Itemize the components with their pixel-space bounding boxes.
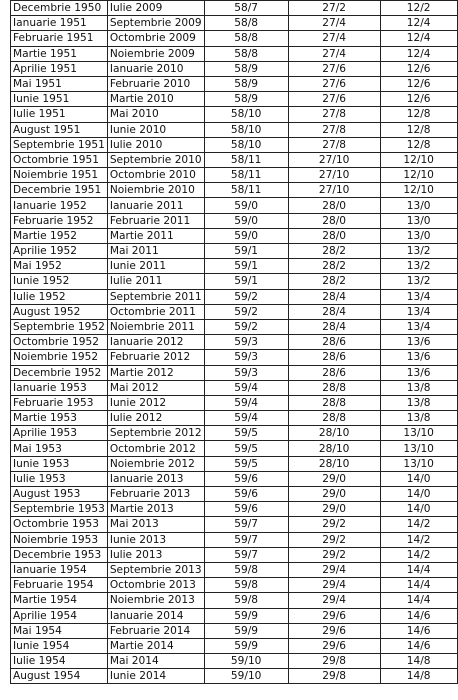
min-contribution-cell: 27/10 — [288, 183, 380, 198]
table-row — [11, 350, 458, 365]
birth-month-cell: Ianuarie 1953 — [11, 380, 108, 395]
retirement-month-cell: Septembrie 2011 — [107, 289, 204, 304]
standard-age-cell: 59/0 — [204, 228, 288, 243]
table-row — [11, 654, 458, 669]
birth-month-cell: Februarie 1954 — [11, 578, 108, 593]
table-body — [11, 1, 458, 684]
table-row — [11, 411, 458, 426]
birth-month-cell: Septembrie 1951 — [11, 137, 108, 152]
full-contribution-cell: 12/10 — [380, 152, 457, 167]
full-contribution-cell: 12/2 — [380, 1, 457, 16]
retirement-month-cell: Mai 2011 — [107, 244, 204, 259]
standard-age-cell: 58/10 — [204, 137, 288, 152]
min-contribution-cell: 29/6 — [288, 638, 380, 653]
table-row — [11, 274, 458, 289]
min-contribution-cell: 27/2 — [288, 1, 380, 16]
birth-month-cell: Iulie 1952 — [11, 289, 108, 304]
min-contribution-cell: 27/8 — [288, 122, 380, 137]
full-contribution-cell: 13/8 — [380, 411, 457, 426]
full-contribution-cell: 14/6 — [380, 608, 457, 623]
min-contribution-cell: 27/4 — [288, 46, 380, 61]
full-contribution-cell: 12/10 — [380, 183, 457, 198]
min-contribution-cell: 28/10 — [288, 426, 380, 441]
full-contribution-cell: 12/4 — [380, 46, 457, 61]
birth-month-cell: Iunie 1953 — [11, 456, 108, 471]
full-contribution-cell: 12/4 — [380, 31, 457, 46]
standard-age-cell: 59/8 — [204, 578, 288, 593]
retirement-month-cell: Iulie 2011 — [107, 274, 204, 289]
retirement-month-cell: Noiembrie 2012 — [107, 456, 204, 471]
standard-age-cell: 58/11 — [204, 168, 288, 183]
birth-month-cell: Iunie 1954 — [11, 638, 108, 653]
min-contribution-cell: 28/8 — [288, 380, 380, 395]
full-contribution-cell: 14/4 — [380, 562, 457, 577]
min-contribution-cell: 29/8 — [288, 669, 380, 684]
min-contribution-cell: 28/2 — [288, 259, 380, 274]
standard-age-cell: 58/8 — [204, 16, 288, 31]
full-contribution-cell: 12/4 — [380, 16, 457, 31]
retirement-month-cell: Ianuarie 2013 — [107, 471, 204, 486]
table-row — [11, 532, 458, 547]
birth-month-cell: Mai 1952 — [11, 259, 108, 274]
birth-month-cell: Iulie 1951 — [11, 107, 108, 122]
standard-age-cell: 59/2 — [204, 304, 288, 319]
birth-month-cell: Decembrie 1950 — [11, 1, 108, 16]
retirement-month-cell: Februarie 2013 — [107, 487, 204, 502]
retirement-month-cell: Mai 2013 — [107, 517, 204, 532]
table-row — [11, 213, 458, 228]
retirement-month-cell: Mai 2010 — [107, 107, 204, 122]
birth-month-cell: Mai 1953 — [11, 441, 108, 456]
birth-month-cell: Martie 1954 — [11, 593, 108, 608]
table-row — [11, 517, 458, 532]
birth-month-cell: Iulie 1954 — [11, 654, 108, 669]
table-row — [11, 198, 458, 213]
table-row — [11, 137, 458, 152]
table-row — [11, 107, 458, 122]
min-contribution-cell: 28/0 — [288, 213, 380, 228]
full-contribution-cell: 13/0 — [380, 228, 457, 243]
retirement-month-cell: Martie 2014 — [107, 638, 204, 653]
min-contribution-cell: 28/8 — [288, 411, 380, 426]
min-contribution-cell: 28/2 — [288, 244, 380, 259]
birth-month-cell: Iunie 1951 — [11, 92, 108, 107]
standard-age-cell: 59/6 — [204, 471, 288, 486]
birth-month-cell: August 1952 — [11, 304, 108, 319]
birth-month-cell: August 1953 — [11, 487, 108, 502]
table-row — [11, 289, 458, 304]
standard-age-cell: 59/10 — [204, 669, 288, 684]
table-row — [11, 471, 458, 486]
birth-month-cell: Aprilie 1951 — [11, 61, 108, 76]
min-contribution-cell: 27/8 — [288, 137, 380, 152]
table-row — [11, 76, 458, 91]
birth-month-cell: Aprilie 1953 — [11, 426, 108, 441]
table-row — [11, 61, 458, 76]
table-row — [11, 426, 458, 441]
standard-age-cell: 59/2 — [204, 289, 288, 304]
standard-age-cell: 59/1 — [204, 244, 288, 259]
min-contribution-cell: 29/2 — [288, 532, 380, 547]
birth-month-cell: Decembrie 1953 — [11, 547, 108, 562]
full-contribution-cell: 12/6 — [380, 76, 457, 91]
table-row — [11, 46, 458, 61]
birth-month-cell: Aprilie 1952 — [11, 244, 108, 259]
full-contribution-cell: 14/0 — [380, 487, 457, 502]
standard-age-cell: 59/0 — [204, 198, 288, 213]
standard-age-cell: 59/9 — [204, 623, 288, 638]
table-row — [11, 547, 458, 562]
birth-month-cell: Decembrie 1951 — [11, 183, 108, 198]
standard-age-cell: 58/7 — [204, 1, 288, 16]
standard-age-cell: 59/9 — [204, 608, 288, 623]
full-contribution-cell: 13/0 — [380, 198, 457, 213]
birth-month-cell: Ianuarie 1951 — [11, 16, 108, 31]
retirement-month-cell: Iulie 2009 — [107, 1, 204, 16]
min-contribution-cell: 27/6 — [288, 61, 380, 76]
retirement-month-cell: Ianuarie 2014 — [107, 608, 204, 623]
table-row — [11, 335, 458, 350]
birth-month-cell: Martie 1952 — [11, 228, 108, 243]
min-contribution-cell: 27/10 — [288, 152, 380, 167]
standard-age-cell: 59/4 — [204, 380, 288, 395]
retirement-month-cell: Martie 2010 — [107, 92, 204, 107]
standard-age-cell: 59/9 — [204, 638, 288, 653]
retirement-month-cell: Martie 2013 — [107, 502, 204, 517]
standard-age-cell: 59/5 — [204, 441, 288, 456]
min-contribution-cell: 28/6 — [288, 365, 380, 380]
retirement-month-cell: Februarie 2014 — [107, 623, 204, 638]
min-contribution-cell: 29/2 — [288, 517, 380, 532]
full-contribution-cell: 14/2 — [380, 517, 457, 532]
birth-month-cell: Februarie 1953 — [11, 395, 108, 410]
birth-month-cell: Mai 1954 — [11, 623, 108, 638]
standard-age-cell: 58/8 — [204, 46, 288, 61]
full-contribution-cell: 14/2 — [380, 547, 457, 562]
retirement-month-cell: Octombrie 2012 — [107, 441, 204, 456]
table-row — [11, 593, 458, 608]
full-contribution-cell: 12/10 — [380, 168, 457, 183]
birth-month-cell: Februarie 1951 — [11, 31, 108, 46]
full-contribution-cell: 13/10 — [380, 426, 457, 441]
full-contribution-cell: 14/4 — [380, 593, 457, 608]
standard-age-cell: 59/1 — [204, 274, 288, 289]
full-contribution-cell: 13/2 — [380, 259, 457, 274]
table-row — [11, 623, 458, 638]
min-contribution-cell: 27/6 — [288, 76, 380, 91]
full-contribution-cell: 13/2 — [380, 274, 457, 289]
table-row — [11, 168, 458, 183]
full-contribution-cell: 13/6 — [380, 335, 457, 350]
standard-age-cell: 59/5 — [204, 426, 288, 441]
min-contribution-cell: 29/6 — [288, 608, 380, 623]
standard-age-cell: 59/10 — [204, 654, 288, 669]
standard-age-cell: 59/2 — [204, 319, 288, 334]
table-row — [11, 395, 458, 410]
birth-month-cell: Octombrie 1953 — [11, 517, 108, 532]
retirement-month-cell: Septembrie 2010 — [107, 152, 204, 167]
table-row — [11, 502, 458, 517]
retirement-month-cell: Ianuarie 2011 — [107, 198, 204, 213]
birth-month-cell: Ianuarie 1952 — [11, 198, 108, 213]
retirement-month-cell: Martie 2011 — [107, 228, 204, 243]
standard-age-cell: 58/9 — [204, 61, 288, 76]
full-contribution-cell: 12/8 — [380, 137, 457, 152]
min-contribution-cell: 28/8 — [288, 395, 380, 410]
table-row — [11, 31, 458, 46]
full-contribution-cell: 14/8 — [380, 669, 457, 684]
standard-age-cell: 59/3 — [204, 365, 288, 380]
standard-age-cell: 58/9 — [204, 76, 288, 91]
table-row — [11, 92, 458, 107]
min-contribution-cell: 27/4 — [288, 31, 380, 46]
min-contribution-cell: 29/0 — [288, 471, 380, 486]
min-contribution-cell: 28/4 — [288, 319, 380, 334]
standard-age-cell: 58/8 — [204, 31, 288, 46]
standard-age-cell: 59/7 — [204, 532, 288, 547]
birth-month-cell: Aprilie 1954 — [11, 608, 108, 623]
min-contribution-cell: 29/2 — [288, 547, 380, 562]
table-row — [11, 304, 458, 319]
full-contribution-cell: 14/6 — [380, 638, 457, 653]
full-contribution-cell: 14/6 — [380, 623, 457, 638]
birth-month-cell: Iulie 1953 — [11, 471, 108, 486]
standard-age-cell: 59/6 — [204, 502, 288, 517]
retirement-month-cell: Ianuarie 2010 — [107, 61, 204, 76]
retirement-table — [10, 0, 458, 684]
birth-month-cell: Septembrie 1952 — [11, 319, 108, 334]
min-contribution-cell: 29/4 — [288, 578, 380, 593]
table-row — [11, 244, 458, 259]
full-contribution-cell: 14/4 — [380, 578, 457, 593]
standard-age-cell: 59/8 — [204, 562, 288, 577]
retirement-month-cell: Septembrie 2012 — [107, 426, 204, 441]
full-contribution-cell: 12/6 — [380, 61, 457, 76]
table-row — [11, 669, 458, 684]
retirement-month-cell: Octombrie 2013 — [107, 578, 204, 593]
min-contribution-cell: 29/0 — [288, 487, 380, 502]
birth-month-cell: Februarie 1952 — [11, 213, 108, 228]
full-contribution-cell: 13/0 — [380, 213, 457, 228]
retirement-month-cell: Octombrie 2011 — [107, 304, 204, 319]
table-row — [11, 319, 458, 334]
standard-age-cell: 59/4 — [204, 411, 288, 426]
retirement-month-cell: Martie 2012 — [107, 365, 204, 380]
table-row — [11, 487, 458, 502]
retirement-month-cell: Septembrie 2009 — [107, 16, 204, 31]
full-contribution-cell: 13/6 — [380, 365, 457, 380]
full-contribution-cell: 13/10 — [380, 441, 457, 456]
standard-age-cell: 58/11 — [204, 183, 288, 198]
min-contribution-cell: 28/4 — [288, 289, 380, 304]
birth-month-cell: Martie 1951 — [11, 46, 108, 61]
retirement-month-cell: Februarie 2012 — [107, 350, 204, 365]
retirement-month-cell: Februarie 2010 — [107, 76, 204, 91]
birth-month-cell: Mai 1951 — [11, 76, 108, 91]
min-contribution-cell: 27/4 — [288, 16, 380, 31]
birth-month-cell: Septembrie 1953 — [11, 502, 108, 517]
standard-age-cell: 58/11 — [204, 152, 288, 167]
retirement-month-cell: Iunie 2013 — [107, 532, 204, 547]
standard-age-cell: 59/3 — [204, 350, 288, 365]
birth-month-cell: Noiembrie 1951 — [11, 168, 108, 183]
birth-month-cell: Iunie 1952 — [11, 274, 108, 289]
table-row — [11, 259, 458, 274]
birth-month-cell: August 1951 — [11, 122, 108, 137]
min-contribution-cell: 29/8 — [288, 654, 380, 669]
table-row — [11, 16, 458, 31]
retirement-month-cell: Noiembrie 2011 — [107, 319, 204, 334]
min-contribution-cell: 29/6 — [288, 623, 380, 638]
standard-age-cell: 59/5 — [204, 456, 288, 471]
standard-age-cell: 58/10 — [204, 122, 288, 137]
full-contribution-cell: 13/4 — [380, 304, 457, 319]
table-row — [11, 183, 458, 198]
table-row — [11, 365, 458, 380]
full-contribution-cell: 13/8 — [380, 380, 457, 395]
full-contribution-cell: 13/10 — [380, 456, 457, 471]
retirement-month-cell: Iulie 2010 — [107, 137, 204, 152]
min-contribution-cell: 28/6 — [288, 335, 380, 350]
retirement-month-cell: Februarie 2011 — [107, 213, 204, 228]
retirement-month-cell: Noiembrie 2009 — [107, 46, 204, 61]
retirement-month-cell: Iunie 2010 — [107, 122, 204, 137]
table-row — [11, 122, 458, 137]
min-contribution-cell: 28/4 — [288, 304, 380, 319]
full-contribution-cell: 13/4 — [380, 289, 457, 304]
table-row — [11, 1, 458, 16]
retirement-month-cell: Octombrie 2009 — [107, 31, 204, 46]
standard-age-cell: 59/3 — [204, 335, 288, 350]
standard-age-cell: 59/7 — [204, 547, 288, 562]
birth-month-cell: Octombrie 1952 — [11, 335, 108, 350]
standard-age-cell: 59/7 — [204, 517, 288, 532]
retirement-month-cell: Octombrie 2010 — [107, 168, 204, 183]
full-contribution-cell: 13/2 — [380, 244, 457, 259]
full-contribution-cell: 13/4 — [380, 319, 457, 334]
birth-month-cell: Octombrie 1951 — [11, 152, 108, 167]
table-row — [11, 380, 458, 395]
standard-age-cell: 59/0 — [204, 213, 288, 228]
full-contribution-cell: 12/6 — [380, 92, 457, 107]
standard-age-cell: 59/8 — [204, 593, 288, 608]
table-row — [11, 608, 458, 623]
min-contribution-cell: 28/10 — [288, 456, 380, 471]
retirement-month-cell: Iunie 2012 — [107, 395, 204, 410]
full-contribution-cell: 14/8 — [380, 654, 457, 669]
retirement-month-cell: Mai 2014 — [107, 654, 204, 669]
retirement-month-cell: Iulie 2013 — [107, 547, 204, 562]
full-contribution-cell: 14/0 — [380, 502, 457, 517]
table-row — [11, 562, 458, 577]
full-contribution-cell: 14/0 — [380, 471, 457, 486]
table-row — [11, 441, 458, 456]
min-contribution-cell: 29/4 — [288, 593, 380, 608]
standard-age-cell: 59/4 — [204, 395, 288, 410]
retirement-month-cell: Noiembrie 2013 — [107, 593, 204, 608]
min-contribution-cell: 28/6 — [288, 350, 380, 365]
table-row — [11, 152, 458, 167]
table-row — [11, 638, 458, 653]
birth-month-cell: Noiembrie 1953 — [11, 532, 108, 547]
birth-month-cell: Noiembrie 1952 — [11, 350, 108, 365]
min-contribution-cell: 28/0 — [288, 198, 380, 213]
standard-age-cell: 59/6 — [204, 487, 288, 502]
full-contribution-cell: 12/8 — [380, 122, 457, 137]
min-contribution-cell: 29/4 — [288, 562, 380, 577]
retirement-month-cell: Iunie 2014 — [107, 669, 204, 684]
retirement-month-cell: Mai 2012 — [107, 380, 204, 395]
retirement-month-cell: Iulie 2012 — [107, 411, 204, 426]
min-contribution-cell: 28/10 — [288, 441, 380, 456]
full-contribution-cell: 14/2 — [380, 532, 457, 547]
table-row — [11, 578, 458, 593]
retirement-month-cell: Septembrie 2013 — [107, 562, 204, 577]
min-contribution-cell: 27/6 — [288, 92, 380, 107]
full-contribution-cell: 13/6 — [380, 350, 457, 365]
retirement-month-cell: Noiembrie 2010 — [107, 183, 204, 198]
standard-age-cell: 58/10 — [204, 107, 288, 122]
birth-month-cell: Martie 1953 — [11, 411, 108, 426]
full-contribution-cell: 12/8 — [380, 107, 457, 122]
retirement-month-cell: Ianuarie 2012 — [107, 335, 204, 350]
birth-month-cell: August 1954 — [11, 669, 108, 684]
table-row — [11, 228, 458, 243]
min-contribution-cell: 27/8 — [288, 107, 380, 122]
full-contribution-cell: 13/8 — [380, 395, 457, 410]
retirement-month-cell: Iunie 2011 — [107, 259, 204, 274]
min-contribution-cell: 28/2 — [288, 274, 380, 289]
min-contribution-cell: 27/10 — [288, 168, 380, 183]
birth-month-cell: Ianuarie 1954 — [11, 562, 108, 577]
birth-month-cell: Decembrie 1952 — [11, 365, 108, 380]
min-contribution-cell: 28/0 — [288, 228, 380, 243]
table-row — [11, 456, 458, 471]
standard-age-cell: 59/1 — [204, 259, 288, 274]
standard-age-cell: 58/9 — [204, 92, 288, 107]
min-contribution-cell: 29/0 — [288, 502, 380, 517]
